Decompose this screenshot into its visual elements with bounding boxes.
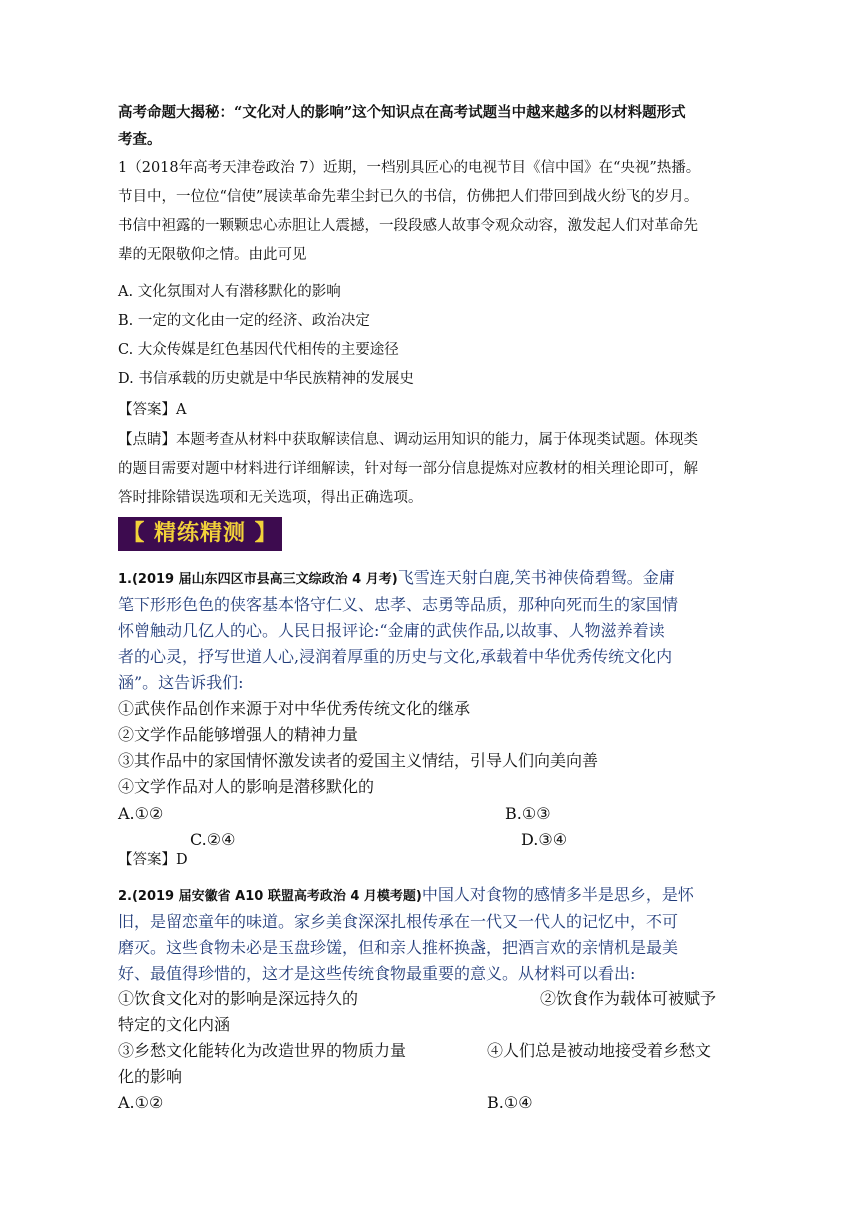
- comment-line: 【点睛】本题考查从材料中获取解读信息、调动运用知识的能力，属于体现类试题。体现类: [118, 432, 698, 448]
- statement-3: ③其作品中的家国情怀激发读者的爱国主义情结，引导人们向美向善: [118, 751, 599, 770]
- option-d: D. 书信承载的历史就是中华民族精神的发展史: [118, 371, 414, 387]
- choice-b: B.①③: [505, 804, 551, 823]
- comment-line: 答时排除错误选项和无关选项，得出正确选项。: [118, 490, 423, 506]
- choice-a: A.①②: [118, 1093, 164, 1112]
- statement-4: ④文学作品对人的影响是潜移默化的: [118, 777, 375, 796]
- question-text-line: 者的心灵，抒写世道人心,浸润着厚重的历史与文化,承载着中华优秀传统文化内: [118, 647, 673, 666]
- answer: 【答案】A: [118, 402, 187, 418]
- statement-4-continued: 化的影响: [118, 1067, 183, 1086]
- question-number: 2.: [118, 889, 132, 904]
- intro-line: 考查。: [118, 131, 162, 148]
- statement-4: ④人们总是被动地接受着乡愁文: [487, 1041, 712, 1060]
- question-1-first-line: [118, 565, 675, 593]
- question-text-line: 磨灭。这些食物未必是玉盘珍馐，但和亲人推杯换盏，把酒言欢的亲情机是最美: [118, 938, 679, 957]
- option-c: C. 大众传媒是红色基因代代相传的主要途径: [118, 342, 399, 358]
- question-stem-line: 辈的无限敬仰之情。由此可见: [118, 247, 307, 263]
- choice-a: A.①②: [118, 804, 164, 823]
- choice-c: C.②④: [190, 830, 236, 849]
- question-number: 1.: [118, 572, 132, 587]
- question-text-line: 好、最值得珍惜的，这才是这些传统食物最重要的意义。从材料可以看出:: [118, 964, 636, 983]
- comment-line: 的题目需要对题中材料进行详细解读，针对每一部分信息提炼对应教材的相关理论即可，解: [118, 461, 698, 477]
- choice-d: D.③④: [521, 830, 568, 849]
- intro-line: 高考命题大揭秘：“文化对人的影响”这个知识点在高考试题当中越来越多的以材料题形式: [118, 104, 686, 121]
- question-text-line: 涵”。这告诉我们:: [118, 673, 244, 692]
- statement-3: ③乡愁文化能转化为改造世界的物质力量: [118, 1041, 407, 1060]
- statement-2: ②文学作品能够增强人的精神力量: [118, 725, 359, 744]
- statement-2-continued: 特定的文化内涵: [118, 1015, 231, 1034]
- question-text: 中国人对食物的感情多半是思乡，是怀: [421, 885, 694, 904]
- question-text-line: 旧，是留恋童年的味道。家乡美食深深扎根传承在一代又一代人的记忆中，不可: [118, 912, 679, 931]
- question-stem-line: 节目中，一位位“信使”展读革命先辈尘封已久的书信，仿佛把人们带回到战火纷飞的岁月。: [118, 189, 699, 205]
- option-a: A. 文化氛围对人有潜移默化的影响: [118, 284, 341, 300]
- statement-2: ②饮食作为载体可被赋予: [540, 989, 717, 1008]
- question-stem-line: 书信中袒露的一颗颗忠心赤胆让人震撼，一段段感人故事令观众动容，激发起人们对革命先: [118, 218, 698, 234]
- answer: 【答案】D: [118, 852, 188, 868]
- question-text-line: 怀曾触动几亿人的心。人民日报评论:“金庸的武侠作品,以故事、人物滋养着读: [118, 621, 665, 640]
- option-b: B. 一定的文化由一定的经济、政治决定: [118, 313, 370, 329]
- statement-1: ①武侠作品创作来源于对中华优秀传统文化的继承: [118, 699, 471, 718]
- question-text: 飞雪连天射白鹿,笑书神侠倚碧鸳。金庸: [397, 568, 675, 587]
- question-source: (2019 届山东四区市县高三文综政治 4 月考): [131, 572, 398, 587]
- question-source: (2019 届安徽省 A10 联盟高考政治 4 月模考题): [131, 889, 422, 904]
- choice-b: B.①④: [487, 1093, 533, 1112]
- question-stem-line: 1（2018年高考天津卷政治 7）近期，一档别具匠心的电视节目《信中国》在“央视”热播。: [118, 160, 701, 176]
- question-2-first-line: [118, 882, 694, 910]
- statement-1: ①饮食文化对的影响是深远持久的: [118, 989, 359, 1008]
- section-banner: 【 精练精测 】: [118, 517, 282, 551]
- question-text-line: 笔下形形色色的侠客基本恪守仁义、忠孝、志勇等品质，那种向死而生的家国情: [118, 595, 679, 614]
